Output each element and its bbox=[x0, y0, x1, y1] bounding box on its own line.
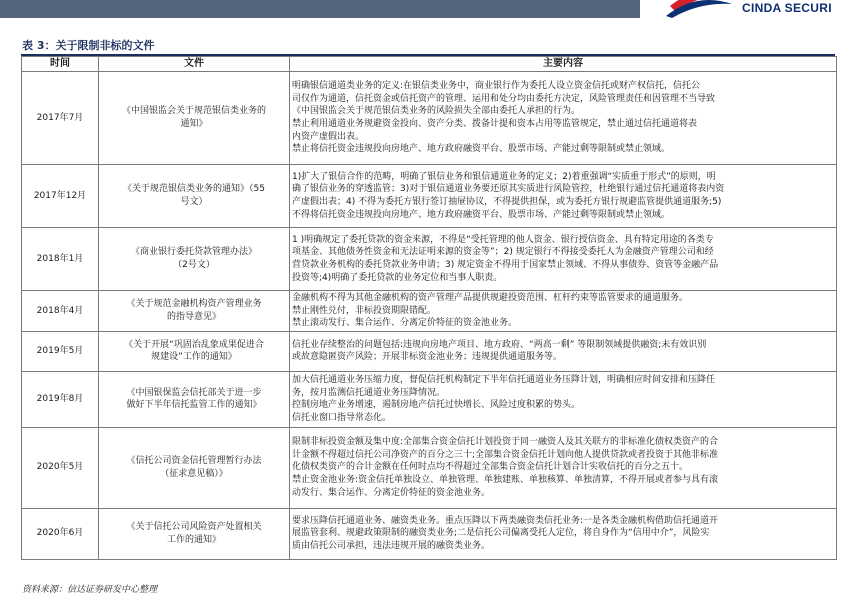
content-line: 项基金、其他债务性资金和无法证明来源的资金等”；2) 规定银行不得接受委托人为金融资产管理公司和经 bbox=[292, 247, 714, 258]
row-time: 2018年4月 bbox=[22, 291, 99, 332]
content-line: 禁止利用通道业务规避资金投向、资产分类、拨备计提和资本占用等监管规定，禁止通过信托通道将表 bbox=[292, 119, 698, 129]
content-line: 质由信托公司承担，违法违规开展的融资类业务。 bbox=[292, 541, 491, 552]
document-line: 号文） bbox=[180, 197, 208, 207]
row-document bbox=[99, 371, 290, 427]
content-line: 不得将信托资金违规投向房地产、地方政府融资平台、股票市场、产能过剩等限制或禁止领域。 bbox=[292, 209, 671, 220]
content-line: 投资等;4)明确了委托贷款的业务定位和当事人职责。 bbox=[292, 272, 503, 283]
document-line: 《关于规范银信类业务的通知》（55 bbox=[123, 184, 265, 195]
document-line: （2号文） bbox=[173, 260, 215, 270]
row-time: 2019年8月 bbox=[22, 371, 99, 427]
header-band bbox=[0, 0, 640, 18]
content-line: 信托业存续整治的问题包括:违规向房地产项目、地方政府、“两高一剩” 等限制领域提供融资;未有效识别 bbox=[292, 339, 707, 350]
content-line: 化债权类资产的合计金额在任何时点均不得超过全部集合资金信托计划合计实收信托的百分之五十。 bbox=[292, 462, 689, 473]
row-content bbox=[290, 291, 837, 332]
row-content bbox=[290, 228, 837, 291]
content-line: 产虚假出表；4) 不得为委托方银行签订抽屉协议，不得提供担保，或为委托方银行规避监管提供通道服务;5) bbox=[292, 197, 722, 207]
content-line: 1)扩大了银信合作的范畴，明确了银信业务和银信通道业务的定义；2)着重强调“实质重于形式”的原则，明 bbox=[292, 171, 716, 182]
content-line: 禁止滚动发行、集合运作、分离定价特征的资金池业务。 bbox=[292, 318, 518, 329]
content-line: 信托业窗口指导常态化。 bbox=[292, 412, 392, 423]
table-row bbox=[22, 371, 837, 427]
table-row bbox=[22, 331, 837, 371]
row-time: 2020年5月 bbox=[22, 427, 99, 508]
header-doc: 文件 bbox=[99, 57, 290, 72]
content-line: 计金额不得超过信托公司净资产的百分之三十;全部集合资金信托计划向他人提供贷款或者投资于其他非标准 bbox=[292, 449, 719, 460]
content-line: 《中国银监会关于规范银信类业务的风险损失全部由委托人承担的行为。 bbox=[292, 106, 581, 117]
cinda-logo bbox=[660, 0, 853, 18]
row-time: 2020年6月 bbox=[22, 508, 99, 559]
content-line: 限制非标投资金额及集中度:全部集合资金信托计划投资于同一融资人及其关联方的非标准化债权类资产的合 bbox=[292, 437, 719, 448]
source-note: 资料来源：信达证券研发中心整理 bbox=[22, 585, 158, 595]
row-document bbox=[99, 228, 290, 291]
document-line: 《关于信托公司风险资产处置相关 bbox=[126, 522, 262, 533]
content-line: 动发行、集合运作、分离定价特征的资金池业务。 bbox=[292, 487, 491, 498]
content-line: 展监管套利、规避政策限制的融资类业务;二是信托公司偏离受托人定位，将自身作为“信用中介”，风险实 bbox=[292, 528, 710, 539]
content-line: 控制房地产业务增速，遏制房地产信托过快增长、风险过度积累的势头。 bbox=[292, 400, 581, 411]
table-row bbox=[22, 291, 837, 332]
row-content bbox=[290, 508, 837, 559]
content-line: 务，按月监测信托通道业务压降情况。 bbox=[292, 387, 446, 398]
row-content bbox=[290, 72, 837, 165]
document-line: 《关于规范金融机构资产管理业务 bbox=[126, 299, 262, 310]
content-line: 禁止资金池业务:资金信托单独设立、单独管理、单独建账、单独核算、单独清算，不得开展或者参与具有滚 bbox=[292, 475, 719, 486]
document-line: 《中国银保监会信托部关于进一步 bbox=[126, 387, 262, 398]
document-line: 《信托公司资金信托管理暂行办法 bbox=[126, 456, 262, 467]
logo-mark-icon bbox=[660, 0, 734, 18]
row-document bbox=[99, 427, 290, 508]
content-line: 司仅作为通道，信托资金或信托资产的管理、运用和处分均由委托方决定，风险管理责任和因管理不当导致 bbox=[292, 93, 716, 104]
content-line: 加大信托通道业务压缩力度，督促信托机构制定下半年信托通道业务压降计划，明确相应时间安排和压降任 bbox=[292, 375, 716, 386]
document-line: 《关于开展“巩固治乱象成果促进合 bbox=[124, 339, 264, 350]
content-line: 禁止刚性兑付，非标投资期限错配。 bbox=[292, 305, 437, 316]
row-document bbox=[99, 291, 290, 332]
document-line: 规建设”工作的通知》 bbox=[151, 352, 237, 363]
row-content bbox=[290, 165, 837, 228]
content-line: 或故意隐匿资产风险；开展非标资金池业务；违规提供通道服务等。 bbox=[292, 352, 563, 363]
row-content bbox=[290, 371, 837, 427]
document-line: 《商业银行委托贷款管理办法》 bbox=[130, 247, 257, 258]
row-document bbox=[99, 331, 290, 371]
regulation-table bbox=[21, 56, 837, 560]
content-line: 营贷款业务机构的委托贷款业务申请；3) 规定资金不得用于国家禁止领域、不得从事债券、资管等金融产品 bbox=[292, 260, 719, 270]
content-line: 确了银信业务的穿透监管；3)对于银信通道业务要还原其实质进行风险管控，杜绝银行通过信托通道将表内资 bbox=[292, 184, 725, 195]
content-line: 内资产虚假出表。 bbox=[292, 131, 365, 142]
table-row bbox=[22, 165, 837, 228]
row-document bbox=[99, 72, 290, 165]
document-line: 《中国银监会关于规范银信类业务的 bbox=[121, 106, 266, 117]
content-line: 禁止将信托资金违规投向房地产、地方政府融资平台、股票市场、产能过剩等限制或禁止领域。 bbox=[292, 144, 671, 155]
table-caption: 表 3：关于限制非标的文件 bbox=[22, 39, 155, 52]
row-time: 2017年12月 bbox=[22, 165, 99, 228]
content-line: 要求压降信托通道业务、融资类业务。重点压降以下两类融资类信托业务:一是各类金融机构借助信托通道开 bbox=[292, 515, 719, 526]
row-time: 2018年1月 bbox=[22, 228, 99, 291]
table-row bbox=[22, 228, 837, 291]
document-line: 做好下半年信托监管工作的通知》 bbox=[126, 400, 262, 411]
row-document bbox=[99, 508, 290, 559]
header-time: 时间 bbox=[22, 57, 99, 72]
row-content bbox=[290, 427, 837, 508]
content-line: 明确银信通道类业务的定义:在银信类业务中，商业银行作为委托人设立资金信托或财产权信托，信托公 bbox=[292, 81, 701, 92]
row-time: 2019年5月 bbox=[22, 331, 99, 371]
row-time: 2017年7月 bbox=[22, 72, 99, 165]
table-row bbox=[22, 72, 837, 165]
header-content: 主要内容 bbox=[290, 57, 837, 72]
content-line: 1 )明确规定了委托贷款的资金来源，不得是“受托管理的他人资金、银行授信资金、具有特定用途的各类专 bbox=[292, 234, 714, 245]
row-document bbox=[99, 165, 290, 228]
document-line: 工作的通知》 bbox=[166, 534, 221, 545]
table-row bbox=[22, 427, 837, 508]
table-row bbox=[22, 508, 837, 559]
document-line: （征求意见稿）》 bbox=[160, 468, 228, 479]
table-body bbox=[22, 72, 837, 560]
row-content bbox=[290, 331, 837, 371]
logo-brand-text: CINDA SECURI bbox=[742, 1, 832, 15]
document-line: 的指导意见》 bbox=[166, 311, 221, 322]
document-line: 通知》 bbox=[180, 119, 208, 129]
content-line: 金融机构不得为其他金融机构的资产管理产品提供规避投资范围、杠杆约束等监管要求的通道服务。 bbox=[292, 293, 689, 303]
